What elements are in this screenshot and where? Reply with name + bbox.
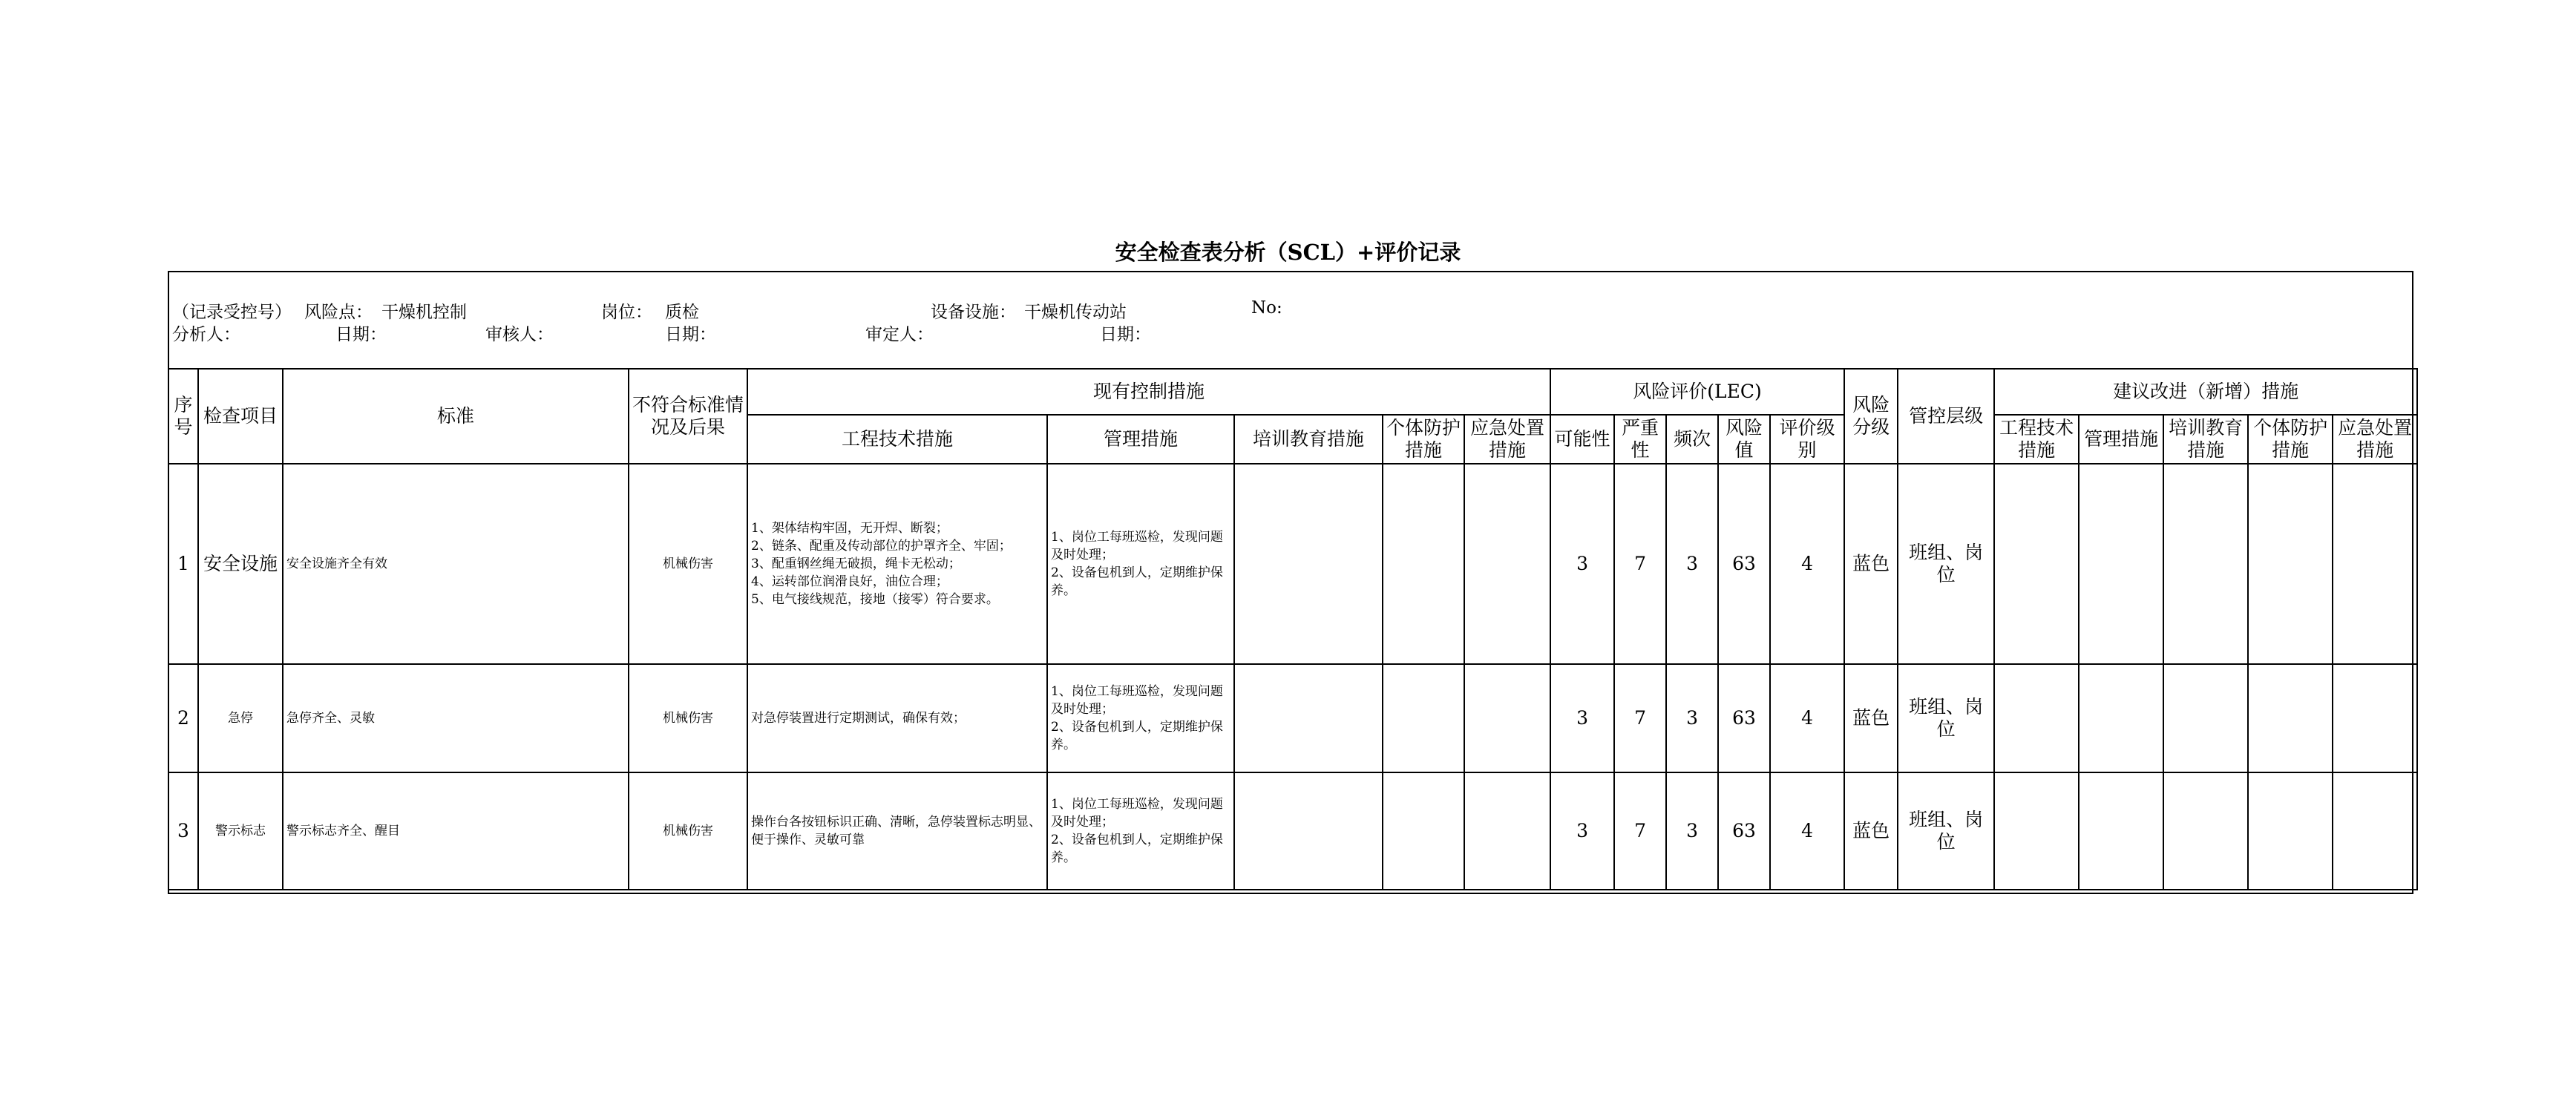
post-label: 岗位： [601,303,652,322]
col-risk-grade: 风险分级 [1844,369,1898,464]
col-s-emergency: 应急处置措施 [2333,415,2417,464]
cell-seq: 1 [168,464,198,664]
cell-empty [2333,664,2417,772]
table-row [168,664,2417,772]
cell-training [1234,464,1383,664]
cell-likelihood: 3 [1550,772,1614,890]
cell-emergency [1464,772,1550,890]
cell-item: 急停 [198,664,283,772]
cell-eval-level: 4 [1770,464,1844,664]
cell-risk-value: 63 [1718,772,1770,890]
cell-risk-grade: 蓝色 [1844,664,1898,772]
cell-empty [2248,772,2333,890]
cell-nonconform: 机械伤害 [629,664,747,772]
cell-training [1234,664,1383,772]
page-title: 安全检查表分析（SCL）+评价记录 [1115,240,1461,265]
col-frequency: 频次 [1666,415,1718,464]
cell-empty [2079,464,2163,664]
no-label: No: [1251,298,1282,318]
record-no-label: （记录受控号） [172,303,292,322]
cell-training [1234,772,1383,890]
cell-risk-value: 63 [1718,664,1770,772]
cell-seq: 3 [168,772,198,890]
cell-empty [2163,464,2248,664]
col-risk-value: 风险值 [1718,415,1770,464]
cell-ppe [1383,664,1464,772]
col-eval-level: 评价级别 [1770,415,1844,464]
col-management: 管理措施 [1047,415,1234,464]
cell-management: 1、岗位工每班巡检，发现问题及时处理； 2、设备包机到人，定期维护保养。 [1047,664,1234,772]
col-s-training: 培训教育措施 [2163,415,2248,464]
cell-eval-level: 4 [1770,772,1844,890]
cell-control-level: 班组、岗位 [1898,772,1994,890]
cell-severity: 7 [1614,664,1666,772]
cell-ppe [1383,464,1464,664]
cell-risk-grade: 蓝色 [1844,464,1898,664]
col-seq: 序号 [168,369,198,464]
cell-empty [2248,464,2333,664]
cell-empty [1994,664,2079,772]
cell-engineering: 操作台各按钮标识正确、清晰，急停装置标志明显、便于操作、灵敏可靠 [747,772,1047,890]
cell-engineering: 对急停装置进行定期测试，确保有效； [747,664,1047,772]
cell-likelihood: 3 [1550,664,1614,772]
cell-control-level: 班组、岗位 [1898,664,1994,772]
cell-ppe [1383,772,1464,890]
cell-severity: 7 [1614,464,1666,664]
cell-empty [2079,664,2163,772]
cell-standard: 急停齐全、灵敏 [283,664,629,772]
date2-label: 日期： [665,325,716,344]
cell-nonconform: 机械伤害 [629,464,747,664]
cell-likelihood: 3 [1550,464,1614,664]
table-row [168,464,2417,664]
col-nonconform: 不符合标准情况及后果 [629,369,747,464]
cell-risk-grade: 蓝色 [1844,772,1898,890]
analyst-label: 分析人： [172,325,240,344]
col-s-management: 管理措施 [2079,415,2163,464]
equipment-value: 干燥机传动站 [1024,303,1127,322]
cell-standard: 安全设施齐全有效 [283,464,629,664]
col-s-engineering: 工程技术措施 [1994,415,2079,464]
col-s-ppe: 个体防护措施 [2248,415,2333,464]
cell-emergency [1464,464,1550,664]
cell-eval-level: 4 [1770,664,1844,772]
col-item: 检查项目 [198,369,283,464]
cell-empty [1994,772,2079,890]
col-engineering: 工程技术措施 [747,415,1047,464]
cell-empty [2079,772,2163,890]
cell-standard: 警示标志齐全、醒目 [283,772,629,890]
cell-nonconform: 机械伤害 [629,772,747,890]
cell-item: 安全设施 [198,464,283,664]
cell-frequency: 3 [1666,772,1718,890]
cell-frequency: 3 [1666,464,1718,664]
col-emergency: 应急处置措施 [1464,415,1550,464]
cell-seq: 2 [168,664,198,772]
risk-point-label: 风险点： [304,303,373,322]
cell-empty [2333,772,2417,890]
approver-label: 审定人： [865,325,934,344]
col-control-level: 管控层级 [1898,369,1994,464]
cell-empty [2163,772,2248,890]
cell-engineering: 1、架体结构牢固，无开焊、断裂； 2、链条、配重及传动部位的护罩齐全、牢固； 3、配重钢丝绳无破损，绳卡无松动； 4、运转部位润滑良好，油位合理； 5、电气接线规范，接地（接零）符合要求。 [747,464,1047,664]
date3-label: 日期： [1100,325,1151,344]
col-severity: 严重性 [1614,415,1666,464]
cell-management: 1、岗位工每班巡检，发现问题及时处理； 2、设备包机到人，定期维护保养。 [1047,772,1234,890]
col-training: 培训教育措施 [1234,415,1383,464]
cell-control-level: 班组、岗位 [1898,464,1994,664]
col-standard: 标准 [283,369,629,464]
col-likelihood: 可能性 [1550,415,1614,464]
cell-management: 1、岗位工每班巡检，发现问题及时处理； 2、设备包机到人，定期维护保养。 [1047,464,1234,664]
scl-table [168,368,2418,890]
cell-empty [2333,464,2417,664]
col-existing-measures: 现有控制措施 [747,369,1550,415]
cell-severity: 7 [1614,772,1666,890]
cell-empty [1994,464,2079,664]
equipment-label: 设备设施： [931,303,1016,322]
reviewer-label: 审核人： [485,325,554,344]
col-lec: 风险评价(LEC) [1550,369,1844,415]
cell-empty [2163,664,2248,772]
table-row [168,772,2417,890]
header-row-1 [168,369,2417,415]
risk-point-value: 干燥机控制 [381,303,467,322]
col-ppe: 个体防护措施 [1383,415,1464,464]
cell-frequency: 3 [1666,664,1718,772]
post-value: 质检 [665,303,699,322]
cell-empty [2248,664,2333,772]
cell-emergency [1464,664,1550,772]
col-suggest: 建议改进（新增）措施 [1994,369,2417,415]
cell-item: 警示标志 [198,772,283,890]
date1-label: 日期： [335,325,387,344]
cell-risk-value: 63 [1718,464,1770,664]
